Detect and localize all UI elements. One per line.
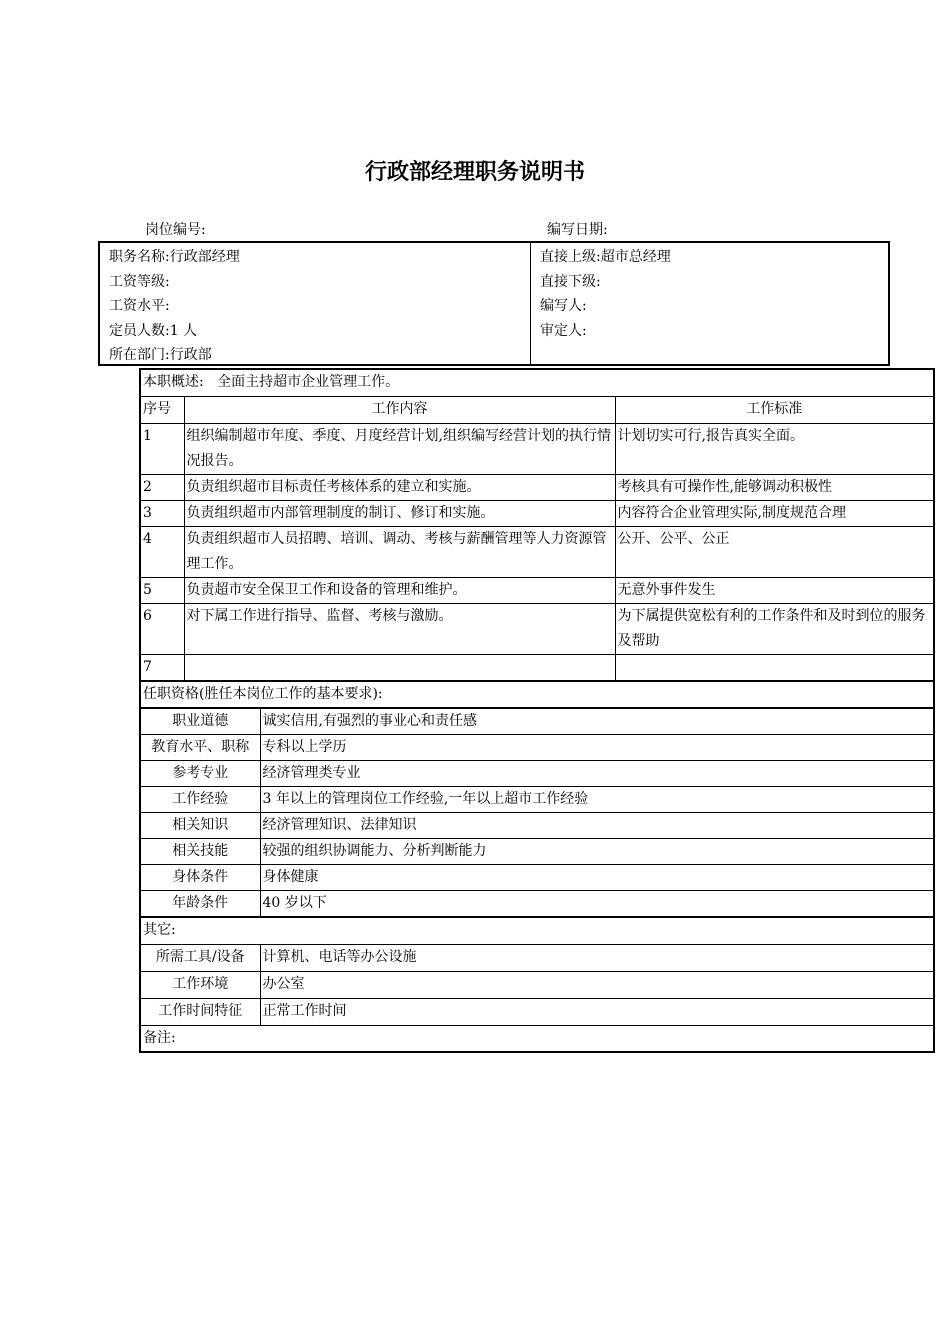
other-label: 工作环境 [140, 971, 260, 998]
direct-superior-field: 直接上级:超市总经理 [540, 249, 671, 265]
job-description-table [139, 368, 935, 1053]
direct-subordinate-field: 直接下级: [540, 273, 601, 290]
qualification-row [140, 787, 934, 813]
qualification-label: 工作经验 [140, 787, 260, 813]
duty-standard: 计划切实可行,报告真实全面。 [615, 423, 934, 474]
qualification-label: 相关知识 [140, 813, 260, 839]
other-row [140, 998, 934, 1025]
qualification-row [140, 708, 934, 735]
qualification-row [140, 735, 934, 761]
document-title: 行政部经理职务说明书 [364, 160, 585, 185]
duty-no: 1 [140, 423, 184, 474]
headcount-field: 定员人数:1 人 [109, 322, 198, 339]
qualification-value: 专科以上学历 [260, 735, 934, 761]
other-row [140, 971, 934, 998]
qualification-value: 3 年以上的管理岗位工作经验,一年以上超市工作经验 [260, 787, 934, 813]
duty-no: 3 [140, 500, 184, 526]
other-heading-row [140, 917, 934, 944]
duty-standard: 为下属提供宽松有利的工作条件和及时到位的服务及帮助 [615, 603, 934, 654]
duty-content: 负责组织超市内部管理制度的制订、修订和实施。 [184, 500, 615, 526]
qualification-label: 教育水平、职称 [140, 735, 260, 761]
duty-content: 负责超市安全保卫工作和设备的管理和维护。 [184, 577, 615, 603]
table-row [140, 500, 934, 526]
job-title-field: 职务名称:行政部经理 [109, 249, 240, 265]
position-number-label: 岗位编号: [145, 222, 206, 238]
header-standard: 工作标准 [615, 396, 934, 423]
duty-standard: 考核具有可操作性,能够调动积极性 [615, 474, 934, 500]
other-value: 计算机、电话等办公设施 [260, 944, 934, 971]
summary-label: 本职概述: [143, 374, 204, 390]
qualification-value: 经济管理知识、法律知识 [260, 813, 934, 839]
duty-standard: 无意外事件发生 [615, 577, 934, 603]
duty-no: 7 [140, 654, 184, 681]
qualifications-heading: 任职资格(胜任本岗位工作的基本要求): [140, 681, 934, 708]
qualification-value: 身体健康 [260, 865, 934, 891]
header-content: 工作内容 [184, 396, 615, 423]
duties-header-row [140, 396, 934, 423]
qualification-value: 诚实信用,有强烈的事业心和责任感 [260, 708, 934, 735]
qualification-label: 相关技能 [140, 839, 260, 865]
approver-field: 审定人: [540, 322, 587, 339]
table-row [140, 423, 934, 474]
remarks-label: 备注: [140, 1025, 934, 1052]
qualification-row [140, 865, 934, 891]
other-label: 工作时间特征 [140, 998, 260, 1025]
salary-level-field: 工资水平: [109, 298, 170, 315]
duty-content: 对下属工作进行指导、监督、考核与激励。 [184, 603, 615, 654]
duty-standard: 内容符合企业管理实际,制度规范合理 [615, 500, 934, 526]
qualification-label: 年龄条件 [140, 891, 260, 918]
qualification-label: 参考专业 [140, 761, 260, 787]
duty-no: 2 [140, 474, 184, 500]
writing-date-label: 编写日期: [547, 222, 608, 238]
duty-standard: 公开、公平、公正 [615, 526, 934, 577]
qualification-value: 经济管理类专业 [260, 761, 934, 787]
author-field: 编写人: [540, 298, 587, 315]
qualification-row [140, 891, 934, 918]
other-value: 正常工作时间 [260, 998, 934, 1025]
remarks-row [140, 1025, 934, 1052]
basic-info-left [109, 245, 240, 368]
duty-content: 负责组织超市目标责任考核体系的建立和实施。 [184, 474, 615, 500]
duty-no: 5 [140, 577, 184, 603]
table-row [140, 526, 934, 577]
qualification-row [140, 839, 934, 865]
table-row [140, 474, 934, 500]
summary-row [140, 369, 934, 396]
basic-info-box [98, 241, 890, 366]
duty-content: 组织编制超市年度、季度、月度经营计划,组织编写经营计划的执行情况报告。 [184, 423, 615, 474]
qualification-value: 40 岁以下 [260, 891, 934, 918]
duty-standard [615, 654, 934, 681]
table-row [140, 577, 934, 603]
info-divider [530, 243, 531, 364]
qualification-label: 职业道德 [140, 708, 260, 735]
duty-content [184, 654, 615, 681]
other-label: 所需工具/设备 [140, 944, 260, 971]
salary-grade-field: 工资等级: [109, 273, 170, 290]
summary-cell [140, 369, 934, 396]
department-field: 所在部门:行政部 [109, 347, 212, 364]
header-no: 序号 [140, 396, 184, 423]
other-value: 办公室 [260, 971, 934, 998]
qualification-row [140, 813, 934, 839]
other-row [140, 944, 934, 971]
duty-no: 4 [140, 526, 184, 577]
other-heading: 其它: [140, 917, 934, 944]
basic-info-right [540, 245, 671, 343]
qualification-label: 身体条件 [140, 865, 260, 891]
qualifications-heading-row [140, 681, 934, 708]
table-row [140, 654, 934, 681]
qualification-row [140, 761, 934, 787]
summary-text: 全面主持超市企业管理工作。 [217, 374, 400, 390]
qualification-value: 较强的组织协调能力、分析判断能力 [260, 839, 934, 865]
duty-content: 负责组织超市人员招聘、培训、调动、考核与薪酬管理等人力资源管理工作。 [184, 526, 615, 577]
table-row [140, 603, 934, 654]
duty-no: 6 [140, 603, 184, 654]
